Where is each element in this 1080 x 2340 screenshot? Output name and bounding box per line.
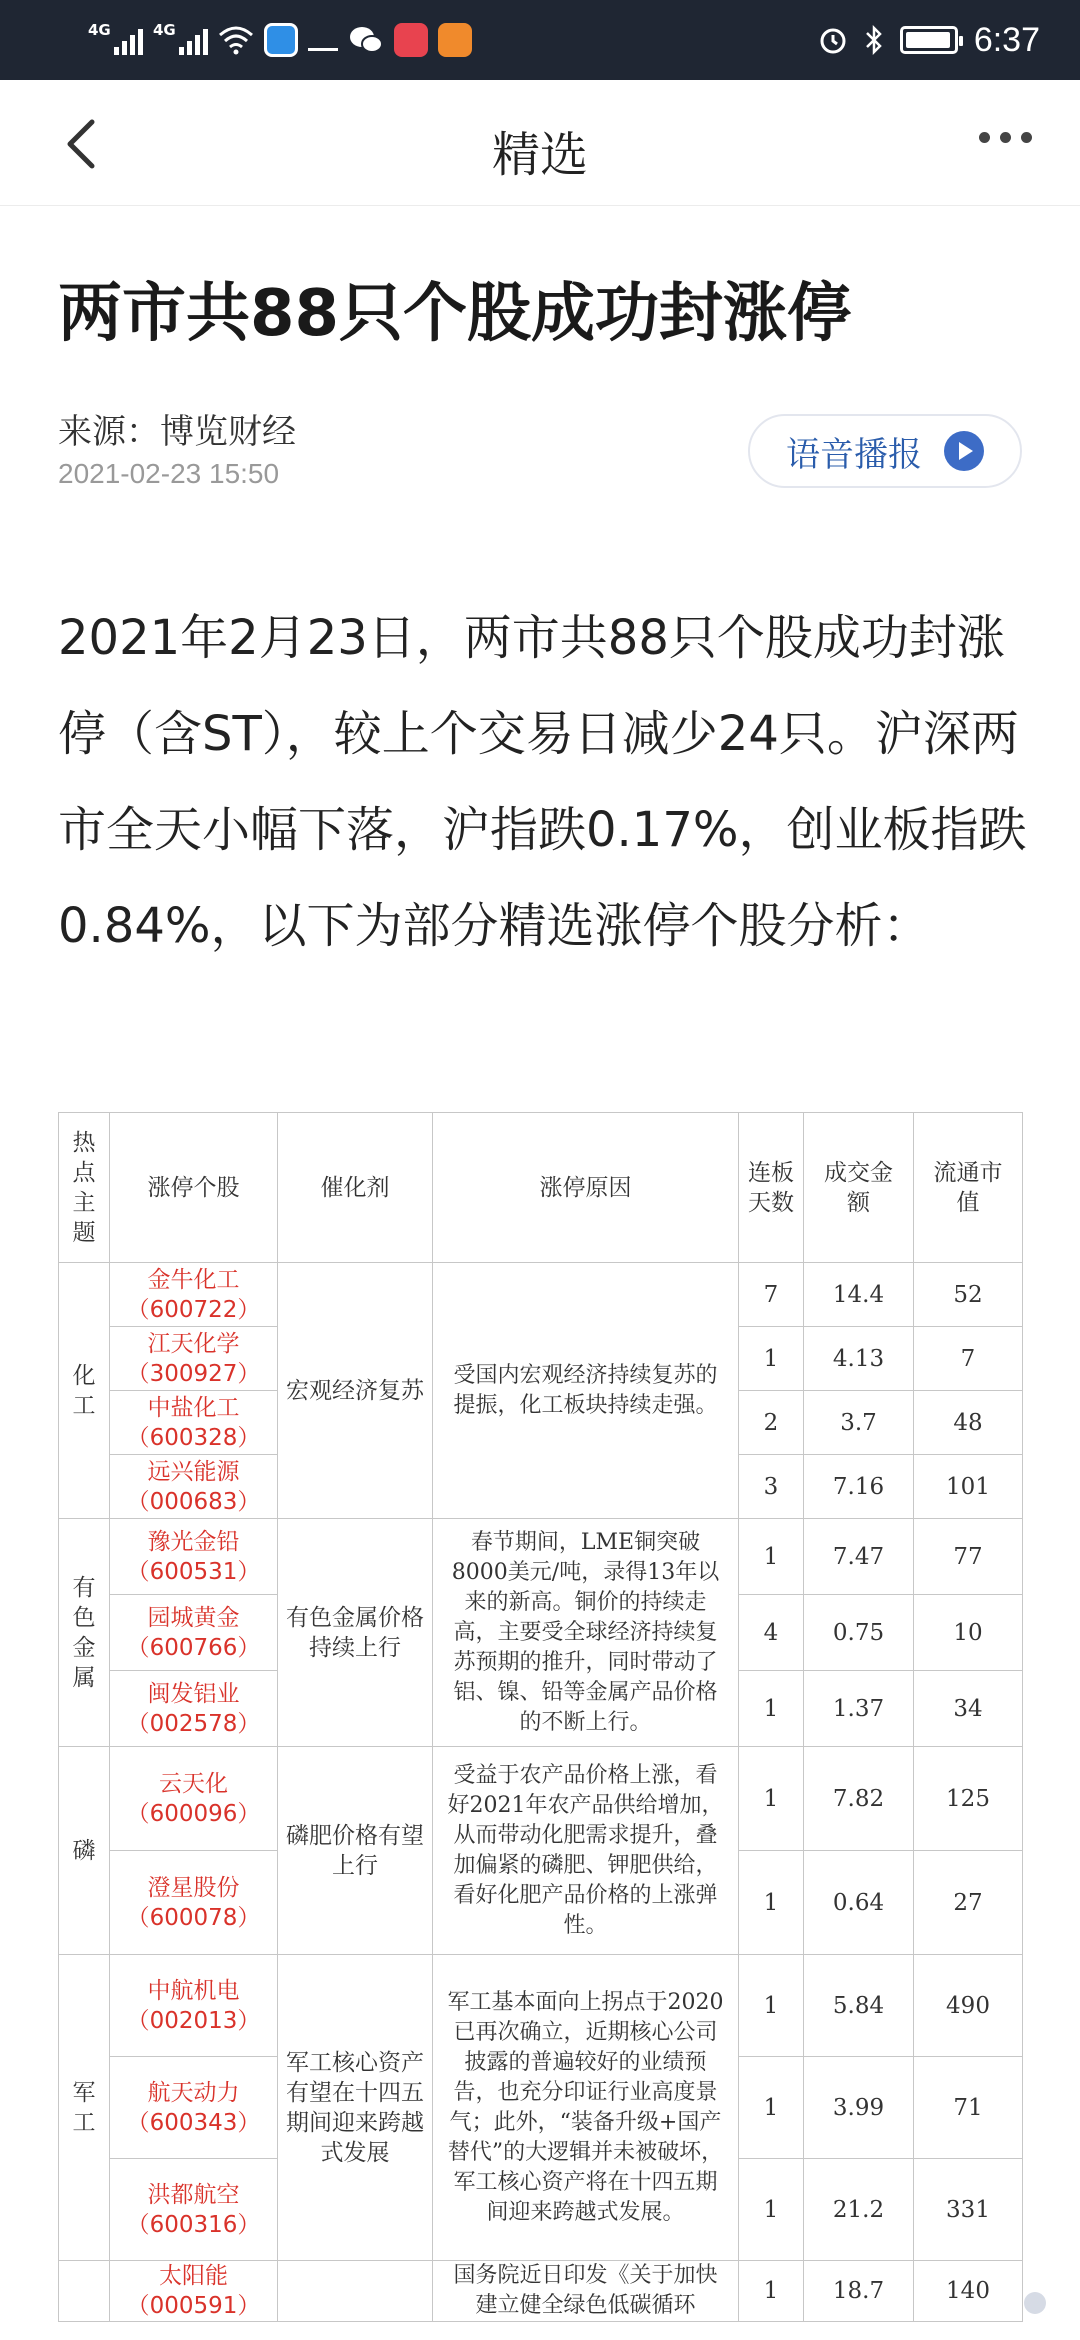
stock-code[interactable]: （600722） bbox=[126, 1296, 261, 1323]
amount-cell: 3.7 bbox=[804, 1391, 914, 1455]
more-options-icon[interactable] bbox=[979, 132, 1032, 143]
stock-name[interactable]: 洪都航空 bbox=[147, 2181, 240, 2208]
days-cell: 1 bbox=[739, 2057, 804, 2159]
tts-label: 语音播报 bbox=[786, 434, 922, 475]
stock-table bbox=[58, 1112, 1023, 2322]
cap-cell: 125 bbox=[914, 1747, 1023, 1851]
status-bar bbox=[0, 0, 1080, 80]
cap-cell: 48 bbox=[914, 1391, 1023, 1455]
cap-cell: 34 bbox=[914, 1671, 1023, 1747]
days-cell: 3 bbox=[739, 1455, 804, 1519]
amount-cell: 7.47 bbox=[804, 1519, 914, 1595]
alarm-icon bbox=[818, 25, 848, 55]
stock-name[interactable]: 太阳能 bbox=[159, 2263, 228, 2289]
table-row bbox=[59, 1747, 1023, 1851]
stock-cell[interactable] bbox=[110, 2057, 278, 2159]
cap-cell: 331 bbox=[914, 2159, 1023, 2261]
tts-button[interactable] bbox=[748, 414, 1022, 488]
signal-label: 4G bbox=[88, 21, 111, 39]
days-cell: 1 bbox=[739, 1955, 804, 2057]
stock-code[interactable]: （002013） bbox=[126, 2007, 261, 2034]
theme-cell: 军工 bbox=[59, 1955, 110, 2261]
amount-cell: 0.75 bbox=[804, 1595, 914, 1671]
header-stock: 涨停个股 bbox=[110, 1113, 278, 1263]
stock-name[interactable]: 豫光金铅 bbox=[147, 1528, 240, 1555]
stock-cell[interactable] bbox=[110, 1955, 278, 2057]
header-amount: 成交金额 bbox=[804, 1113, 914, 1263]
news-app-icon bbox=[438, 23, 472, 57]
stock-table-wrap bbox=[58, 1112, 1022, 2322]
catalyst-cell: 军工核心资产有望在十四五期间迎来跨越式发展 bbox=[278, 1955, 433, 2261]
reason-cell: 受益于农产品价格上涨，看好2021年农产品供给增加，从而带动化肥需求提升，叠加偏紧的磷肥、钾肥供给，看好化肥产品价格的上涨弹性。 bbox=[433, 1747, 739, 1955]
stock-cell[interactable] bbox=[110, 1851, 278, 1955]
cap-cell: 490 bbox=[914, 1955, 1023, 2057]
stock-cell[interactable] bbox=[110, 2159, 278, 2261]
theme-cell: 有色金属 bbox=[59, 1519, 110, 1747]
status-time: 6:37 bbox=[973, 20, 1040, 59]
cap-cell: 77 bbox=[914, 1519, 1023, 1595]
stock-cell[interactable] bbox=[110, 2261, 278, 2322]
stock-code[interactable]: （600766） bbox=[126, 1634, 261, 1661]
stock-cell[interactable] bbox=[110, 1747, 278, 1851]
amount-cell: 0.64 bbox=[804, 1851, 914, 1955]
stock-code[interactable]: （600343） bbox=[126, 2109, 261, 2136]
table-header-row bbox=[59, 1113, 1023, 1263]
amount-cell: 3.99 bbox=[804, 2057, 914, 2159]
stock-code[interactable]: （600531） bbox=[126, 1558, 261, 1585]
stock-cell[interactable] bbox=[110, 1519, 278, 1595]
days-cell: 1 bbox=[739, 1519, 804, 1595]
status-right bbox=[818, 18, 1040, 62]
signal-icon bbox=[88, 21, 143, 55]
amount-cell: 7.82 bbox=[804, 1747, 914, 1851]
reason-cell: 国务院近日印发《关于加快建立健全绿色低碳循环 bbox=[433, 2261, 739, 2322]
status-left bbox=[88, 18, 472, 62]
stock-name[interactable]: 澄星股份 bbox=[147, 1874, 240, 1901]
browser-app-icon bbox=[264, 23, 298, 57]
amount-cell: 5.84 bbox=[804, 1955, 914, 2057]
stock-code[interactable]: （002578） bbox=[126, 1710, 261, 1737]
catalyst-cell: 宏观经济复苏 bbox=[278, 1263, 433, 1519]
days-cell: 1 bbox=[739, 1851, 804, 1955]
signal-label: 4G bbox=[153, 21, 176, 39]
bluetooth-icon bbox=[864, 25, 884, 55]
wifi-icon bbox=[218, 25, 254, 55]
stock-name[interactable]: 闽发铝业 bbox=[147, 1680, 240, 1707]
stock-cell[interactable] bbox=[110, 1595, 278, 1671]
header-cap: 流通市值 bbox=[914, 1113, 1023, 1263]
header-theme: 热点主题 bbox=[59, 1113, 110, 1263]
watermark-icon bbox=[1024, 2292, 1046, 2314]
days-cell: 2 bbox=[739, 1391, 804, 1455]
reason-cell: 军工基本面向上拐点于2020已再次确立，近期核心公司披露的普遍较好的业绩预告，也充分印证行业高度景气；此外，“装备升级+国产替代”的大逻辑并未被破坏，军工核心资产将在十四五期间迎来跨越式发展。 bbox=[433, 1955, 739, 2261]
stock-name[interactable]: 航天动力 bbox=[147, 2079, 240, 2106]
cap-cell: 52 bbox=[914, 1263, 1023, 1327]
days-cell: 4 bbox=[739, 1595, 804, 1671]
amount-cell: 18.7 bbox=[804, 2261, 914, 2322]
stock-cell[interactable] bbox=[110, 1391, 278, 1455]
amount-cell: 4.13 bbox=[804, 1327, 914, 1391]
play-icon bbox=[944, 431, 984, 471]
stock-cell[interactable] bbox=[110, 1327, 278, 1391]
table-row bbox=[59, 2261, 1023, 2322]
cap-cell: 71 bbox=[914, 2057, 1023, 2159]
stock-name[interactable]: 云天化 bbox=[159, 1770, 228, 1797]
stock-name[interactable]: 园城黄金 bbox=[147, 1604, 240, 1631]
article-source: 来源：博览财经 bbox=[58, 412, 296, 452]
stock-name[interactable]: 远兴能源 bbox=[147, 1458, 240, 1485]
header-catalyst: 催化剂 bbox=[278, 1113, 433, 1263]
table-row bbox=[59, 1519, 1023, 1595]
table-row bbox=[59, 1263, 1023, 1327]
stock-cell[interactable] bbox=[110, 1671, 278, 1747]
days-cell: 1 bbox=[739, 2159, 804, 2261]
catalyst-cell: 磷肥价格有望上行 bbox=[278, 1747, 433, 1955]
stock-code[interactable]: （000591） bbox=[126, 2293, 261, 2319]
catalyst-cell: 有色金属价格持续上行 bbox=[278, 1519, 433, 1747]
theme-cell: 磷 bbox=[59, 1747, 110, 1955]
days-cell: 1 bbox=[739, 1671, 804, 1747]
catalyst-cell bbox=[278, 2261, 433, 2322]
cap-cell: 10 bbox=[914, 1595, 1023, 1671]
stock-code[interactable]: （300927） bbox=[126, 1360, 261, 1387]
stock-code[interactable]: （600096） bbox=[126, 1800, 261, 1827]
stock-cell[interactable] bbox=[110, 1455, 278, 1519]
days-cell: 7 bbox=[739, 1263, 804, 1327]
amount-cell: 1.37 bbox=[804, 1671, 914, 1747]
stock-code[interactable]: （600316） bbox=[126, 2211, 261, 2238]
stock-name[interactable]: 中盐化工 bbox=[147, 1394, 240, 1421]
stock-code[interactable]: （600328） bbox=[126, 1424, 261, 1451]
stock-code[interactable]: （600078） bbox=[126, 1904, 261, 1931]
amount-cell: 14.4 bbox=[804, 1263, 914, 1327]
article-paragraph: 2021年2月23日，两市共88只个股成功封涨停（含ST），较上个交易日减少24只。沪深两市全天小幅下落，沪指跌0.17%，创业板指跌0.84%，以下为部分精选涨停个股分析： bbox=[58, 610, 1027, 954]
amount-cell: 21.2 bbox=[804, 2159, 914, 2261]
battery-icon bbox=[900, 26, 958, 54]
reader-app-icon bbox=[394, 23, 428, 57]
stock-code[interactable]: （000683） bbox=[126, 1488, 261, 1515]
cap-cell: 27 bbox=[914, 1851, 1023, 1955]
cap-cell: 7 bbox=[914, 1327, 1023, 1391]
days-cell: 1 bbox=[739, 2261, 804, 2322]
nav-bar bbox=[0, 80, 1080, 206]
amount-cell: 7.16 bbox=[804, 1455, 914, 1519]
stock-name[interactable]: 江天化学 bbox=[147, 1330, 240, 1357]
wechat-icon bbox=[348, 25, 384, 55]
watermark bbox=[1024, 2292, 1046, 2314]
cap-cell: 140 bbox=[914, 2261, 1023, 2322]
header-days: 连板天数 bbox=[739, 1113, 804, 1263]
nav-title: 精选 bbox=[491, 127, 588, 183]
signal-icon bbox=[153, 21, 208, 55]
article-title: 两市共88只个股成功封涨停 bbox=[58, 277, 852, 351]
header-reason: 涨停原因 bbox=[433, 1113, 739, 1263]
reason-cell: 受国内宏观经济持续复苏的提振，化工板块持续走强。 bbox=[433, 1263, 739, 1519]
signature-app-icon bbox=[308, 29, 338, 51]
theme-cell: 化工 bbox=[59, 1263, 110, 1519]
reason-cell: 春节期间，LME铜突破8000美元/吨，录得13年以来的新高。铜价的持续走高，主要受全球经济持续复苏预期的推升，同时带动了铝、镍、铅等金属产品价格的不断上行。 bbox=[433, 1519, 739, 1747]
article-date: 2021-02-23 15:50 bbox=[58, 458, 280, 489]
stock-name[interactable]: 金牛化工 bbox=[147, 1266, 240, 1293]
table-row bbox=[59, 1955, 1023, 2057]
days-cell: 1 bbox=[739, 1327, 804, 1391]
stock-cell[interactable] bbox=[110, 1263, 278, 1327]
days-cell: 1 bbox=[739, 1747, 804, 1851]
cap-cell: 101 bbox=[914, 1455, 1023, 1519]
theme-cell bbox=[59, 2261, 110, 2322]
stock-name[interactable]: 中航机电 bbox=[147, 1977, 240, 2004]
